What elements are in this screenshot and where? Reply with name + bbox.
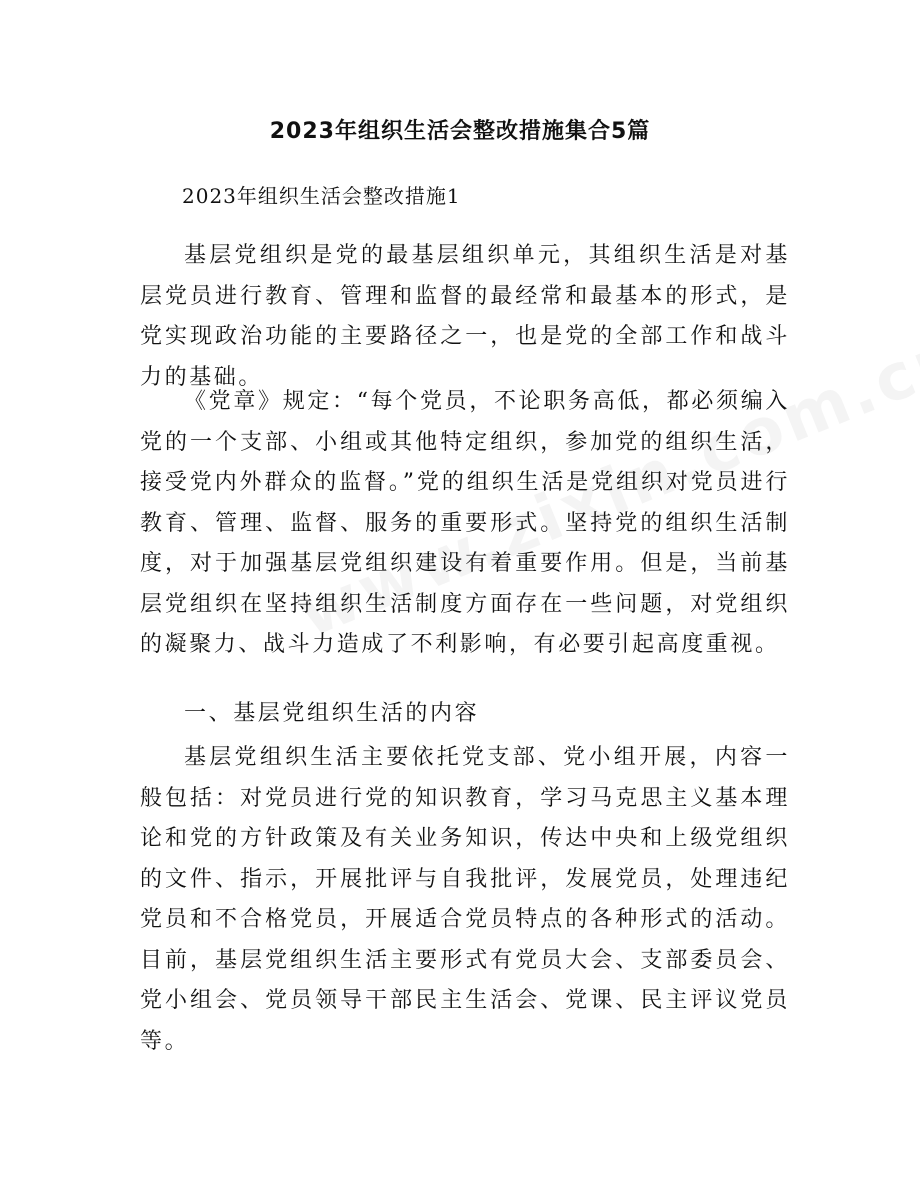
document-title: 2023年组织生活会整改措施集合5篇 xyxy=(269,119,651,144)
sub-heading-content: 一、基层党组织生活的内容 xyxy=(184,701,480,726)
paragraph-party-constitution: 《党章》规定：“每个党员，不论职务高低，都必须编入党的一个支部、小组或其他特定组织，参加党的组织生活，接受党内外群众的监督。”党的组织生活是党组织对党员进行教育、管理、监督、服务的重要形式。坚持党的组织生活制度，对于加强基层党组织建设有着重要作用。但是，当前基层党组织在坚持组织生活制度方面存在一些问题，对党组织的凝聚力、战斗力造成了不利影响，有必要引起高度重视。 xyxy=(140,389,790,657)
paragraph-intro: 基层党组织是党的最基层组织单元，其组织生活是对基层党员进行教育、管理和监督的最经常和最基本的形式，是党实现政治功能的主要路径之一，也是党的全部工作和战斗力的基础。 xyxy=(140,243,790,390)
section-heading: 2023年组织生活会整改措施1 xyxy=(182,184,461,208)
paragraph-content: 基层党组织生活主要依托党支部、党小组开展，内容一般包括：对党员进行党的知识教育，学习马克思主义基本理论和党的方针政策及有关业务知识，传达中央和上级党组织的文件、指示，开展批评与自我批评，发展党员，处理违纪党员和不合格党员，开展适合党员特点的各种形式的活动。目前，基层党组织生活主要形式有党员大会、支部委员会、党小组会、党员领导干部民主生活会、党课、民主评议党员等。 xyxy=(140,745,790,1054)
